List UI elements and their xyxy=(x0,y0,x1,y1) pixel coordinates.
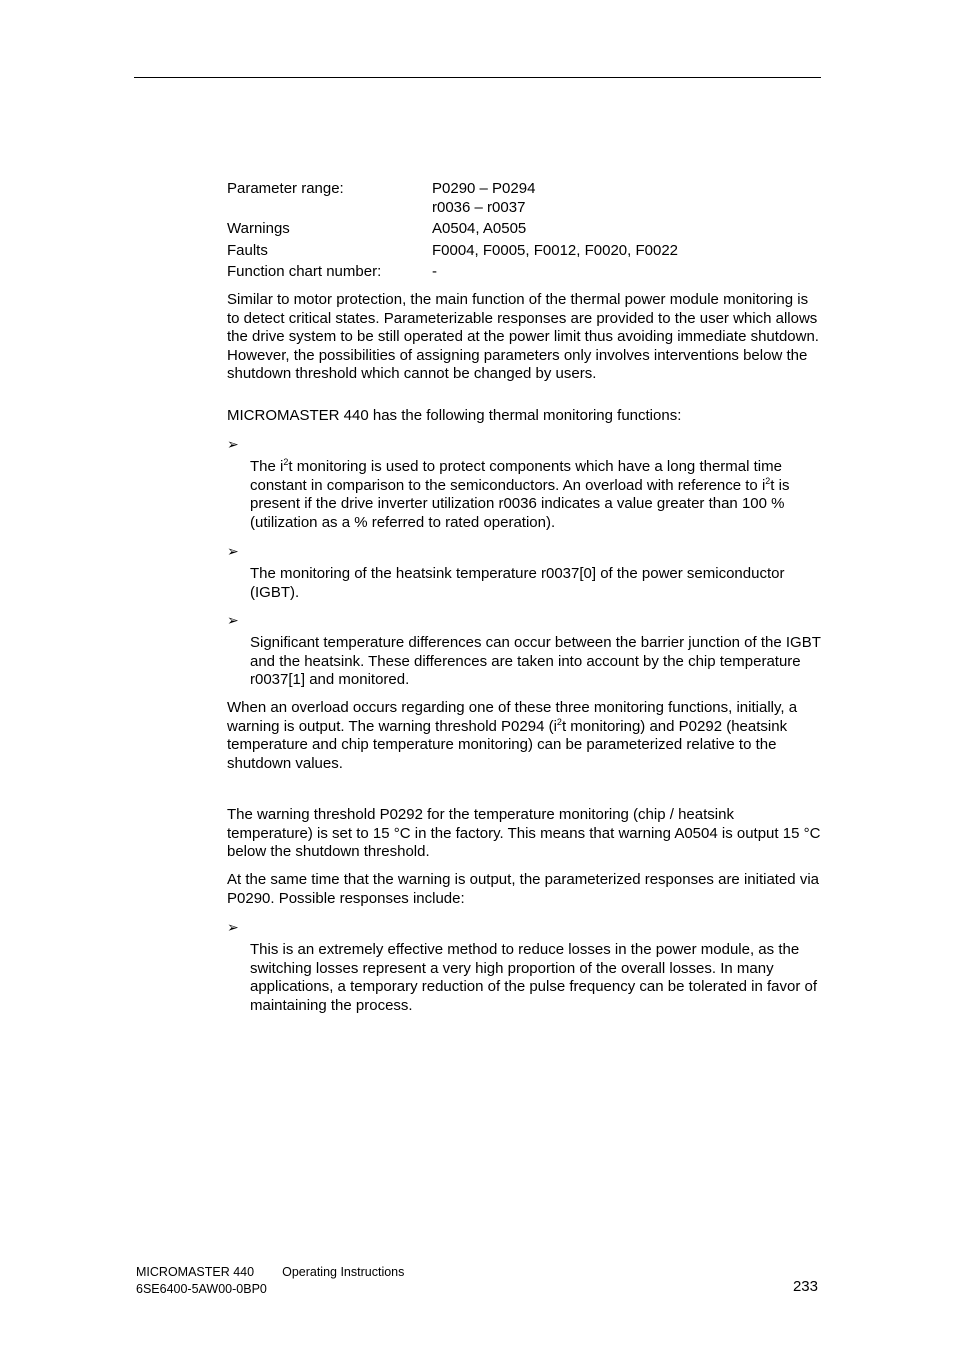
footer-line-1 xyxy=(136,1264,404,1281)
faults-value: F0004, F0005, F0012, F0020, F0022 xyxy=(432,241,678,259)
faults-row xyxy=(227,242,827,261)
chip-temperature-text: Significant temperature differences can occur between the barrier junction of the IGBT and the heatsink. These differences are taken into account by the chip temperature r0037[1] and monitored. xyxy=(250,634,821,689)
function-chart-value: - xyxy=(432,263,437,281)
parameter-range-value xyxy=(432,180,827,217)
parameter-range-value-2: r0036 – r0037 xyxy=(432,198,526,216)
bullet-icon: ➢ xyxy=(227,920,239,936)
bullet-icon: ➢ xyxy=(227,544,239,560)
function-chart-label: Function chart number: xyxy=(227,263,382,281)
responses-intro: At the same time that the warning is output, the parameterized responses are initiated via P0290. Possible responses include: xyxy=(227,871,819,907)
heatsink-monitoring-text: The monitoring of the heatsink temperature r0037[0] of the power semiconductor (IGBT). xyxy=(250,565,785,601)
warnings-row xyxy=(227,220,827,239)
parameter-range-label: Parameter range: xyxy=(227,180,344,197)
parameter-table xyxy=(227,180,827,282)
i2t-monitoring-text: The $i^2t$ monitoring is used to protect components which have a long thermal time constant in comparison to the semiconductors. An overload with reference to $i^2t$ is present if the drive inverter utilization r0036 indicates a value greater than 100 % (utilization as a % referred to rated operation). xyxy=(250,457,790,531)
page-footer xyxy=(136,1264,404,1298)
intro-paragraph: Similar to motor protection, the main function of the thermal power module monitoring is to detect critical states. Parameterizable responses are provided to the user which allows the drive system to be still operated at the power limit thus avoiding immediate shutdown. However, the possibilities of assigning parameters only involves interventions below the shutdown threshold which cannot be changed by users. xyxy=(227,291,819,383)
warnings-value: A0504, A0505 xyxy=(432,220,527,238)
footer-doc-type: Operating Instructions xyxy=(282,1265,405,1279)
footer-product: MICROMASTER 440 xyxy=(136,1265,255,1279)
warning-threshold-paragraph: The warning threshold P0292 for the temperature monitoring (chip / heatsink temperature) is set to 15 °C in the factory. This means that warning A0504 is output 15 °C below the shutdown threshold. xyxy=(227,806,821,861)
overload-paragraph: When an overload occurs regarding one of these three monitoring functions, initially, a warning is output. The warning threshold P0294 ($i^2t$ monitoring) and P0292 (heatsink temperature and chip temperature monitoring) can be parameterized relative to the shutdown values. xyxy=(227,699,798,772)
bullet-icon: ➢ xyxy=(227,437,239,453)
warnings-label: Warnings xyxy=(227,220,290,238)
footer-order-number: 6SE6400-5AW00-0BP0 xyxy=(136,1282,267,1296)
header-rule xyxy=(134,77,821,78)
page-number: 233 xyxy=(792,1278,818,1295)
parameter-range-row xyxy=(227,180,827,217)
functions-intro: MICROMASTER 440 has the following thermal monitoring functions: xyxy=(227,407,682,424)
pulse-frequency-text: This is an extremely effective method to reduce losses in the power module, as the switching losses represent a very high proportion of the overall losses. In many applications, a temporary reduction of the pulse frequency can be tolerated in favor of maintaining the process. xyxy=(250,941,818,1014)
function-chart-row xyxy=(227,263,827,282)
bullet-icon: ➢ xyxy=(227,613,239,629)
faults-label: Faults xyxy=(227,241,268,259)
parameter-range-value-1: P0290 – P0294 xyxy=(432,180,536,197)
